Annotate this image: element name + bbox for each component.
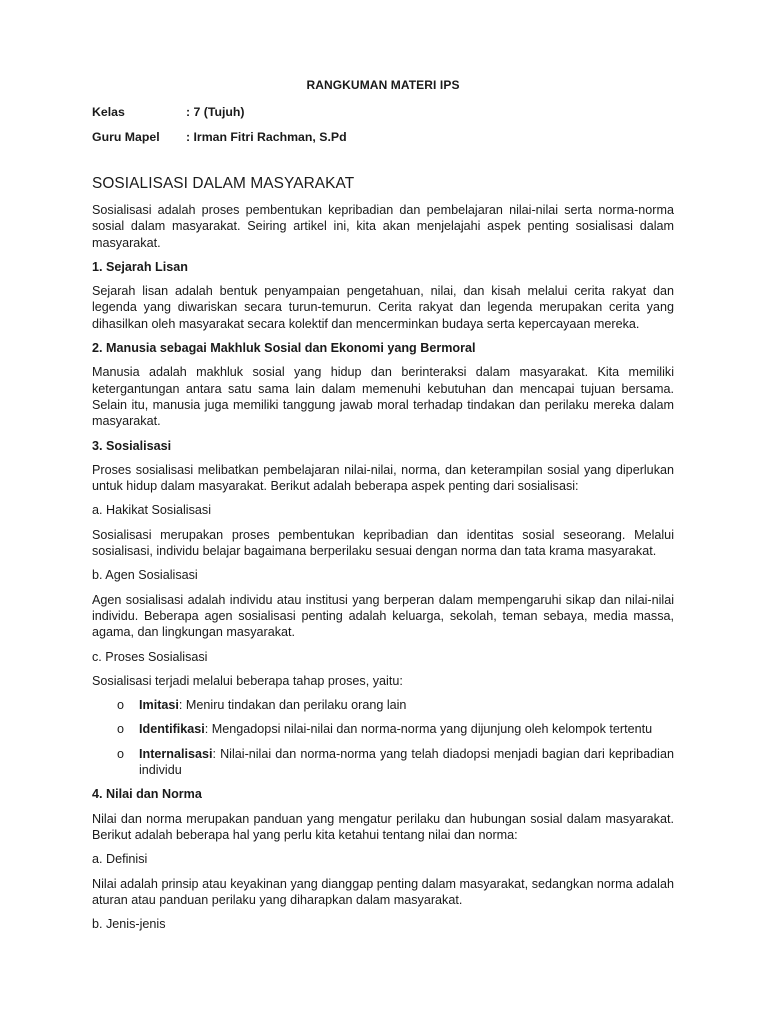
process-stage-list bbox=[92, 697, 674, 778]
subheading-jenis-jenis: b. Jenis-jenis bbox=[92, 917, 166, 932]
subheading-definisi: a. Definisi bbox=[92, 852, 148, 867]
meta-value: : 7 (Tujuh) bbox=[186, 105, 245, 119]
paragraph-proses-sosialisasi: Sosialisasi terjadi melalui beberapa tahap proses, yaitu: bbox=[92, 673, 403, 688]
meta-value: : Irman Fitri Rachman, S.Pd bbox=[186, 130, 347, 144]
subheading-proses-sosialisasi: c. Proses Sosialisasi bbox=[92, 649, 208, 664]
bullet-icon: o bbox=[117, 722, 125, 737]
list-item-desc: : Nilai-nilai dan norma-norma yang telah diadopsi menjadi bagian dari kepribadian individu bbox=[139, 746, 674, 778]
paragraph-agen-sosialisasi: Agen sosialisasi adalah individu atau institusi yang berperan dalam mempengaruhi sikap dan nilai-nilai individu. Beberapa agen sosialisasi penting adalah keluarga, sekolah, teman sebaya, media massa, agama, dan lingkungan masyarakat. bbox=[92, 592, 674, 640]
bullet-icon: o bbox=[117, 698, 125, 713]
intro-paragraph: Sosialisasi adalah proses pembentukan kepribadian dan pembelajaran nilai-nilai serta norma-norma sosial dalam masyarakat. Seiring artikel ini, kita akan menjelajahi aspek penting sosialisasi dalam masyarakat. bbox=[92, 203, 674, 250]
paragraph-definisi: Nilai adalah prinsip atau keyakinan yang dianggap penting dalam masyarakat, sedangkan norma adalah aturan atau panduan perilaku yang diharapkan dalam masyarakat. bbox=[92, 876, 674, 907]
meta-label: Kelas bbox=[92, 105, 125, 119]
heading-manusia-makhluk-sosial: 2. Manusia sebagai Makhluk Sosial dan Ekonomi yang Bermoral bbox=[92, 341, 476, 356]
meta-row-guru-mapel bbox=[92, 130, 674, 144]
heading-sejarah-lisan: 1. Sejarah Lisan bbox=[92, 259, 188, 274]
bullet-icon: o bbox=[117, 746, 125, 761]
document-content bbox=[92, 78, 674, 940]
list-item-term: Imitasi bbox=[139, 698, 179, 713]
list-item bbox=[92, 746, 674, 779]
meta-label: Guru Mapel bbox=[92, 130, 160, 144]
paragraph-sejarah-lisan: Sejarah lisan adalah bentuk penyampaian pengetahuan, nilai, dan kisah melalui cerita rakyat dan legenda yang diwariskan secara turun-temurun. Cerita rakyat dan legenda merupakan cerita yang dihasilkan oleh masyarakat secara kolektif dan mencerminkan budaya serta kepercayaan mereka. bbox=[92, 284, 674, 331]
list-item bbox=[92, 721, 674, 737]
heading-nilai-dan-norma: 4. Nilai dan Norma bbox=[92, 787, 202, 802]
list-item-text bbox=[139, 746, 674, 779]
paragraph-nilai-dan-norma: Nilai dan norma merupakan panduan yang mengatur perilaku dan hubungan sosial dalam masyarakat. Berikut adalah beberapa hal yang perlu kita ketahui tentang nilai dan norma: bbox=[92, 811, 674, 842]
document-title: RANGKUMAN MATERI IPS bbox=[306, 78, 460, 92]
section-title: SOSIALISASI DALAM MASYARAKAT bbox=[92, 175, 355, 192]
paragraph-sosialisasi: Proses sosialisasi melibatkan pembelajaran nilai-nilai, norma, dan keterampilan sosial yang diperlukan untuk hidup dalam masyarakat. Berikut adalah beberapa aspek penting dari sosialisasi: bbox=[92, 462, 674, 494]
subheading-agen-sosialisasi: b. Agen Sosialisasi bbox=[92, 568, 198, 583]
list-item-desc: : Mengadopsi nilai-nilai dan norma-norma yang dijunjung oleh kelompok tertentu bbox=[204, 722, 653, 737]
paragraph-hakikat-sosialisasi: Sosialisasi merupakan proses pembentukan kepribadian dan identitas sosial seseorang. Melalui sosialisasi, individu belajar bagaimana berperilaku sesuai dengan norma dan tata krama masyarakat. bbox=[92, 527, 674, 559]
subheading-hakikat-sosialisasi: a. Hakikat Sosialisasi bbox=[92, 503, 211, 518]
list-item-term: Identifikasi bbox=[139, 722, 205, 737]
list-item-text bbox=[139, 697, 674, 713]
list-item-text bbox=[139, 721, 674, 737]
list-item-term: Internalisasi bbox=[139, 746, 213, 761]
heading-sosialisasi: 3. Sosialisasi bbox=[92, 438, 172, 453]
paragraph-manusia-makhluk-sosial: Manusia adalah makhluk sosial yang hidup dan berinteraksi dalam masyarakat. Kita memiliki ketergantungan antara satu sama lain dalam memenuhi kebutuhan dan mencapai tujuan bersama. Selain itu, manusia juga memiliki tanggung jawab moral terhadap tindakan dan perilaku mereka dalam masyarakat. bbox=[92, 365, 674, 429]
meta-row-kelas bbox=[92, 105, 674, 119]
list-item bbox=[92, 697, 674, 713]
list-item-desc: : Meniru tindakan dan perilaku orang lain bbox=[178, 698, 407, 713]
